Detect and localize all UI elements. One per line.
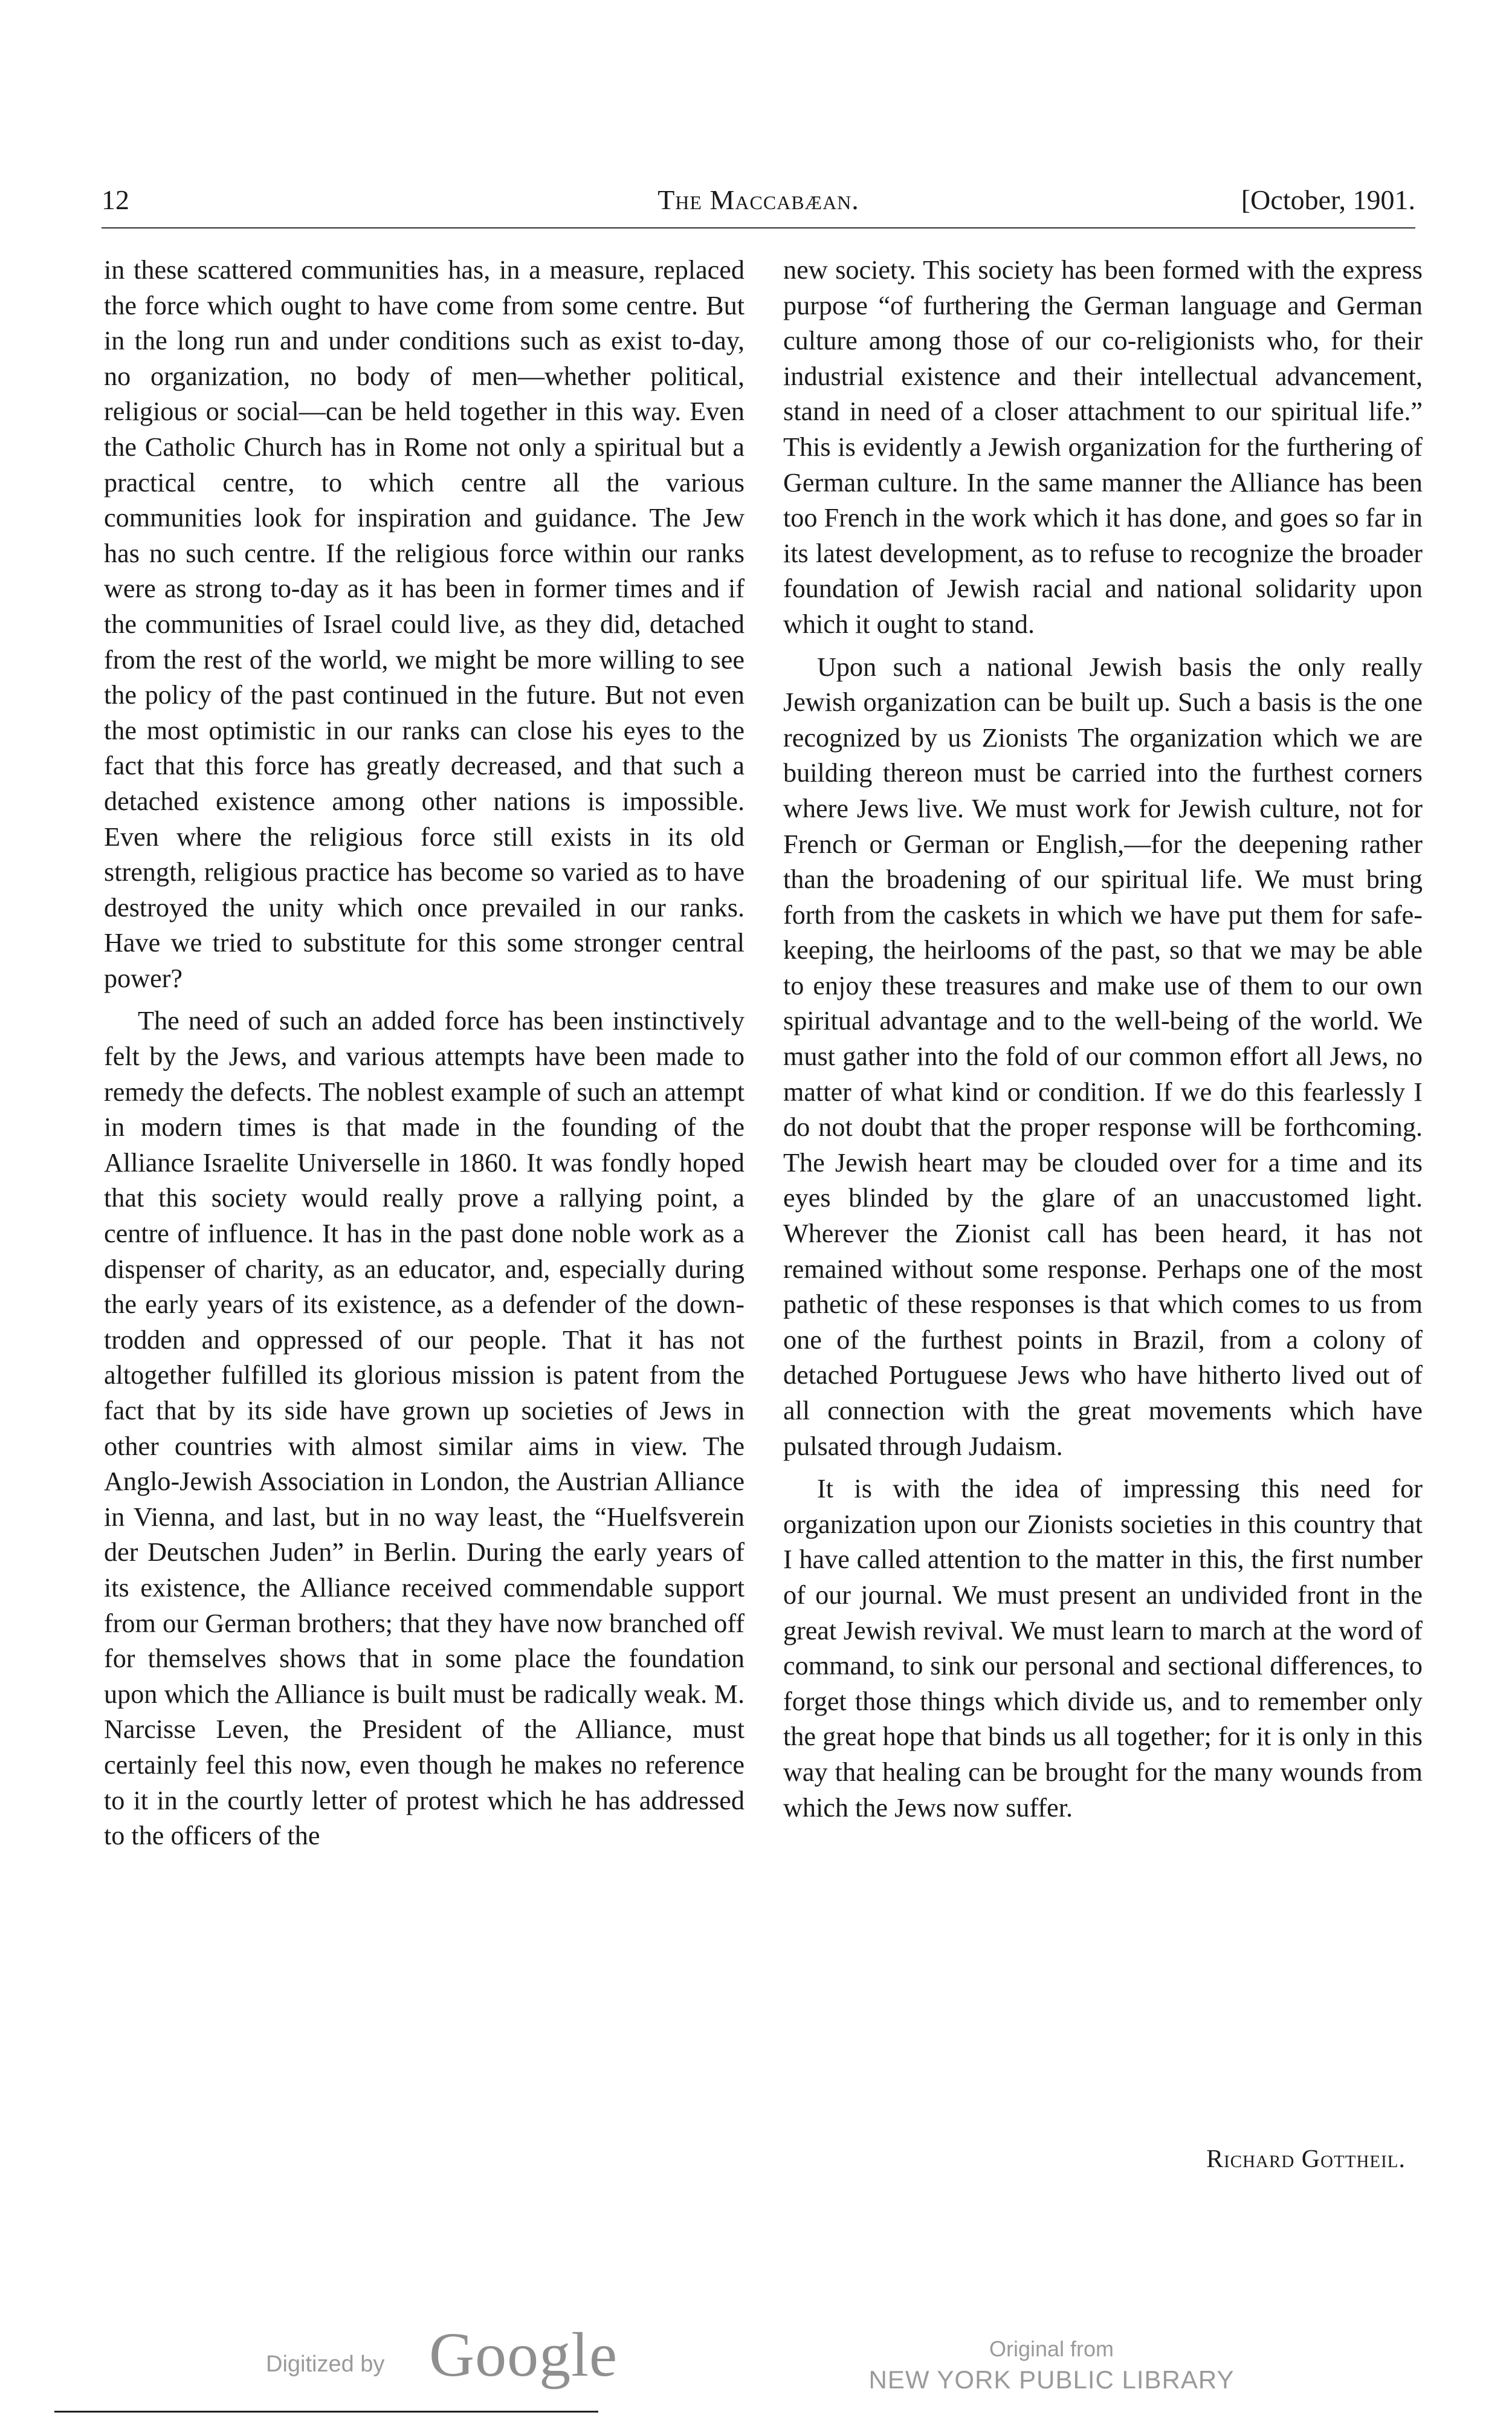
digitized-label: Digitized by [266, 2352, 385, 2377]
running-head [102, 179, 1415, 221]
header-rule [102, 227, 1415, 229]
source-line-1: Original from [989, 2336, 1114, 2361]
bottom-edge-rule [54, 2411, 598, 2413]
paragraph: in these scattered communities has, in a measure, replaced the force which ought to have come from some centre. But in the long run and under conditions such as exist to-day, no organization, no body of men—whether political, religious or social—can be held together in this way. Even the Catholic Church has in Rome not only a spiritual but a practical centre, to which centre all the various communities look for inspiration and guidance. The Jew has no such centre. If the religious force within our ranks were as strong to-day as it has been in former times and if the communities of Israel could live, as they did, detached from the rest of the world, we might be more willing to see the policy of the past continued in the future. But not even the most optimistic in our ranks can close his eyes to the fact that this force has greatly decreased, and that such a detached existence among other nations is impossible. Even where the religious force still exists in its old strength, religious practice has become so varied as to have destroyed the unity which once prevailed in our ranks. Have we tried to substitute for this some stronger central power? [104, 255, 745, 993]
source-attribution [822, 2335, 1281, 2396]
right-column [783, 253, 1423, 1833]
paragraph: The need of such an added force has been instinctively felt by the Jews, and various attempts have been made to remedy the defects. The noblest example of such an attempt in modern times is that made in the founding of the Alliance Israelite Universelle in 1860. It was fondly hoped that this society would really prove a rallying point, a centre of influence. It has in the past done noble work as a dispenser of charity, as an educator, and, especially during the early years of its existence, as a defender of the down-trodden and oppressed of our people. That it has not altogether fulfilled its glorious mission is patent from the fact that by its side have grown up societies of Jews in other countries with almost similar aims in view. The Anglo-Jewish Association in London, the Austrian Alliance in Vienna, and last, but in no way least, the “Huelfsverein der Deutschen Juden” in Berlin. During the early years of its existence, the Alliance received commendable support from our German brothers; that they have now branched off for themselves shows that in some place the foundation upon which the Alliance is built must be radically weak. M. Narcisse Leven, the President of the Alliance, must certainly feel this now, even though he makes no reference to it in the courtly letter of protest which he has addressed to the officers of the [104, 1006, 745, 1851]
journal-title: The Maccabæan. [657, 184, 859, 215]
page-number: 12 [102, 184, 129, 215]
paragraph: It is with the idea of impressing this need for organization upon our Zionists societies in this country that I have called attention to the matter in this, the first number of our journal. We must present an undivided front in the great Jewish revival. We must learn to march at the word of command, to sink our personal and sectional differences, to forget those things which divide us, and to remember only the great hope that binds us all together; for it is only in this way that healing can be brought for the many wounds from which the Jews now suffer. [783, 1474, 1423, 1823]
paragraph: new society. This society has been formed with the express purpose “of furthering the German language and German culture among those of our co-religionists who, for their industrial existence and their intellectual advancement, stand in need of a closer attachment to our spiritual life.” This is evidently a Jewish organization for the furthering of German culture. In the same manner the Alliance has been too French in the work which it has done, and goes so far in its latest development, as to refuse to recognize the broader foundation of Jewish racial and national solidarity upon which it ought to stand. [783, 255, 1423, 639]
issue-date: [October, 1901. [1241, 184, 1415, 215]
author-signature: Richard Gottheil. [1206, 2145, 1406, 2173]
left-column [104, 253, 745, 1861]
source-line-2: NEW YORK PUBLIC LIBRARY [868, 2365, 1235, 2394]
digitized-by-watermark [266, 2319, 641, 2390]
google-logo: Google [429, 2320, 618, 2390]
paragraph: Upon such a national Jewish basis the only really Jewish organization can be built up. Such a basis is the one recognized by us Zionists The organization which we are building thereon must be carried into the furthest corners where Jews live. We must work for Jewish culture, not for French or German or English,—for the deepening rather than the broadening of our spiritual life. We must bring forth from the caskets in which we have put them for safe-keeping, the heirlooms of the past, so that we may be able to enjoy these treasures and make use of them to our own spiritual advantage and to the well-being of the world. We must gather into the fold of our common effort all Jews, no matter of what kind or condition. If we do this fearlessly I do not doubt that the proper response will be forthcoming. The Jewish heart may be clouded over for a time and its eyes blinded by the glare of an unaccustomed light. Wherever the Zionist call has been heard, it has not remained without some response. Perhaps one of the most pathetic of these responses is that which comes to us from one of the furthest points in Brazil, from a colony of detached Portuguese Jews who have hitherto lived out of all connection with the great movements which have pulsated through Judaism. [783, 652, 1423, 1461]
